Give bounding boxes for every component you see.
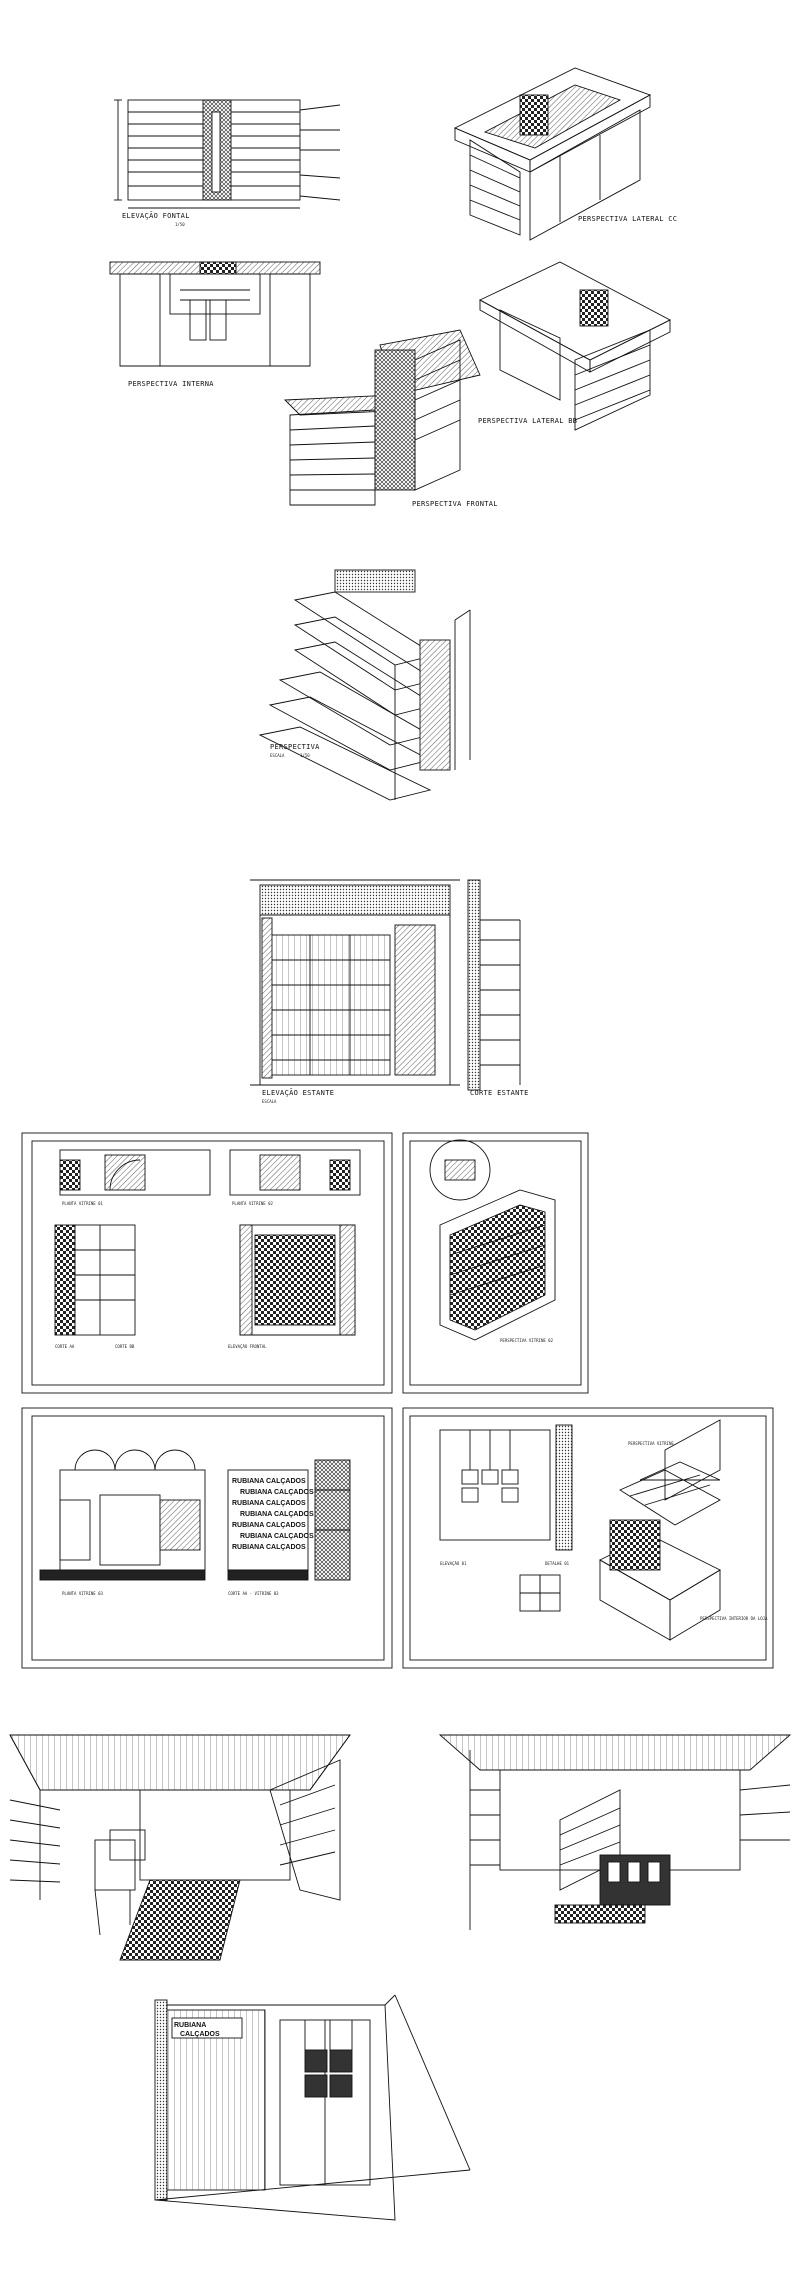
corte-aa-title: CORTE AA [55, 1344, 75, 1349]
shelf-perspective-escala: ESCALA [270, 753, 285, 758]
perspectiva-vitrine-stair-drawing [600, 1420, 720, 1640]
store-sign-3: RUBIANA CALÇADOS [232, 1500, 306, 1507]
store-sign-4: RUBIANA CALÇADOS [240, 1511, 314, 1518]
elevacao-estante-title: ELEVAÇÃO ESTANTE [262, 1089, 335, 1097]
elevacao-estante-escala: ESCALA [262, 1099, 277, 1104]
perspectiva-interna-drawing [110, 262, 320, 366]
store-sign-2: RUBIANA CALÇADOS [240, 1489, 314, 1496]
interior-render-1 [10, 1735, 350, 1960]
perspectiva-frontal-drawing [285, 330, 480, 505]
perspectiva-frontal-title: PERSPECTIVA FRONTAL [412, 500, 498, 508]
planta-vitrine-03-drawing [40, 1450, 205, 1580]
sheet-5b-frame [403, 1408, 773, 1668]
elevacao-frontal-drawing [240, 1225, 355, 1335]
perspectiva-vitrine-02-title: PERSPECTIVA VITRINE 02 [500, 1338, 553, 1343]
planta-vitrine-01-title: PLANTA VITRINE 01 [62, 1201, 103, 1206]
elevacao-frontal-title: ELEVAÇÃO FRONTAL [228, 1344, 267, 1349]
storefront-sign-line-2: CALÇADOS [180, 2031, 220, 2038]
corte-aa-drawing [55, 1225, 135, 1335]
elevacao-fontal-drawing [114, 100, 340, 208]
elevacao-01-drawing [440, 1425, 572, 1611]
interior-render-2 [440, 1735, 790, 1930]
perspectiva-lateral-bb-drawing [480, 262, 670, 430]
store-sign-1: RUBIANA CALÇADOS [232, 1478, 306, 1485]
planta-vitrine-02-title: PLANTA VITRINE 02 [232, 1201, 273, 1206]
elevacao-fontal-scale: 1/50 [175, 222, 185, 227]
store-sign-7: RUBIANA CALÇADOS [232, 1544, 306, 1551]
corte-aa-vitrine-03-title: CORTE AA - VITRINE 03 [228, 1591, 279, 1596]
store-sign-5: RUBIANA CALÇADOS [232, 1522, 306, 1529]
store-sign-6: RUBIANA CALÇADOS [240, 1533, 314, 1540]
elevacao-fontal-title: ELEVAÇÃO FONTAL [122, 212, 190, 220]
perspectiva-interna-title: PERSPECTIVA INTERNA [128, 380, 214, 388]
perspectiva-interior-title: PERSPECTIVA INTERIOR DA LOJA [700, 1616, 768, 1621]
planta-vitrine-01-drawing [60, 1150, 210, 1195]
storefront-sign-line-1: RUBIANA [174, 2022, 207, 2029]
perspectiva-lateral-cc-title: PERSPECTIVA LATERAL CC [578, 215, 678, 223]
shelf-perspective-drawing [260, 570, 470, 800]
shelf-perspective-title: PERSPECTIVA [270, 743, 320, 751]
shelf-perspective-scale: 1/50 [300, 753, 310, 758]
planta-vitrine-03-title: PLANTA VITRINE 03 [62, 1591, 103, 1596]
corte-bb-title: CORTE BB [115, 1344, 135, 1349]
perspectiva-vitrine-title: PERSPECTIVA VITRINE [628, 1441, 674, 1446]
perspectiva-vitrine-02-drawing [430, 1140, 555, 1340]
elevacao-estante-drawing [250, 880, 520, 1090]
perspectiva-lateral-bb-title: PERSPECTIVA LATERAL BB [478, 417, 578, 425]
elevacao-01-title: ELEVAÇÃO 01 [440, 1561, 467, 1566]
detalhe-01-title: DETALHE 01 [545, 1561, 570, 1566]
planta-vitrine-02-drawing [230, 1150, 360, 1195]
corte-estante-title: CORTE ESTANTE [470, 1089, 529, 1097]
